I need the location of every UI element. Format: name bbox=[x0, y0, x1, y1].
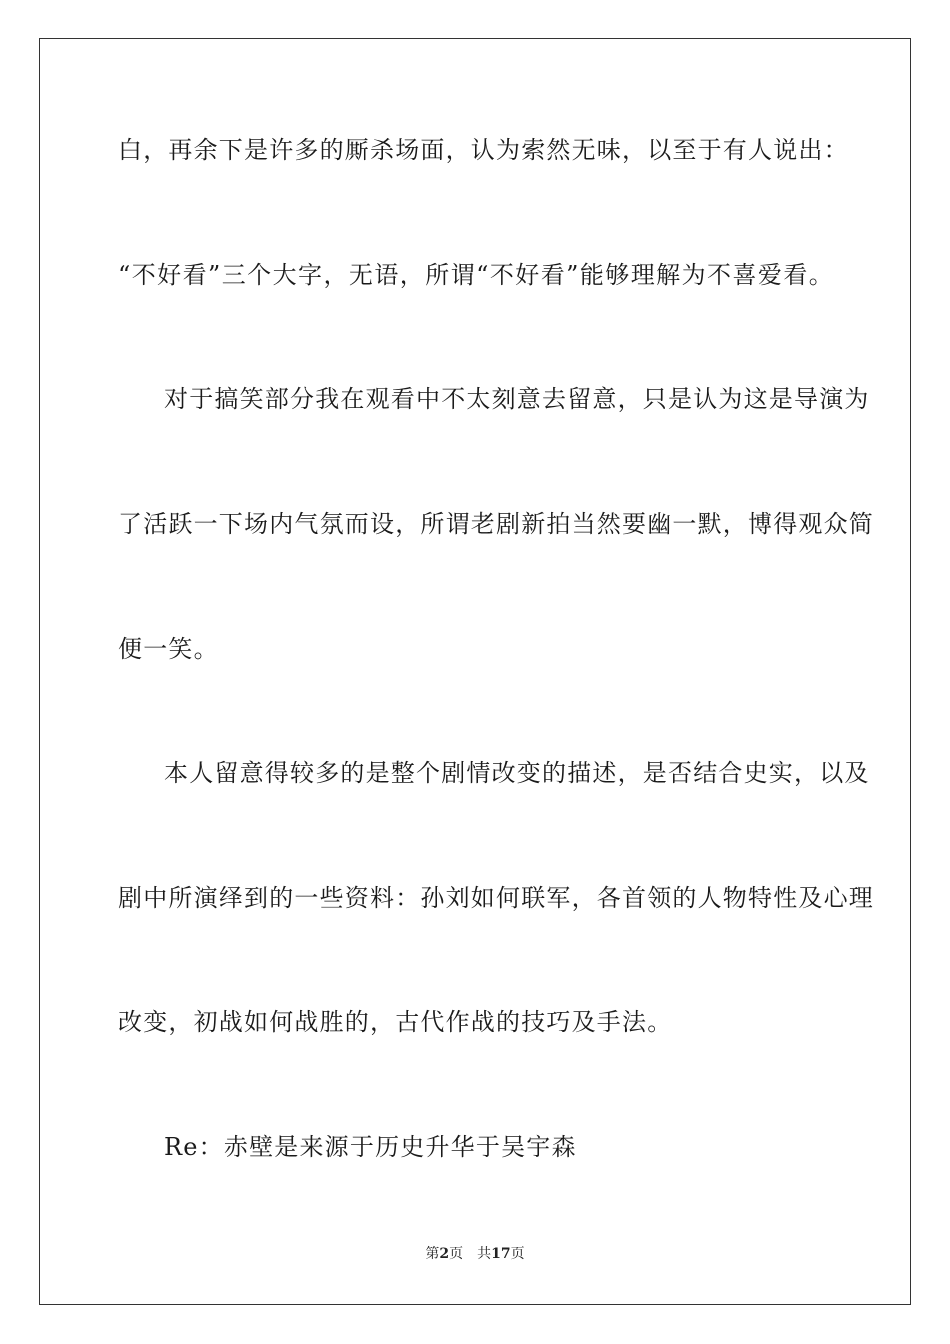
page-footer bbox=[0, 1244, 950, 1264]
paragraph-2-line-2: 剧中所演绎到的一些资料：孙刘如何联军，各首领的人物特性及心理 bbox=[118, 884, 874, 912]
paragraph-2-line-3: 改变，初战如何战胜的，古代作战的技巧及手法。 bbox=[118, 1008, 673, 1036]
footer-page-number: 2 bbox=[439, 1246, 450, 1262]
paragraph-1-line-1: 对于搞笑部分我在观看中不太刻意去留意，只是认为这是导演为 bbox=[164, 385, 870, 413]
page-border bbox=[39, 38, 911, 1305]
footer-total-pages: 17 bbox=[491, 1246, 511, 1262]
section-heading: Re：赤壁是来源于历史升华于吴宇森 bbox=[164, 1133, 577, 1161]
body-line-2: “不好看”三个大字，无语，所谓“不好看”能够理解为不喜爱看。 bbox=[118, 261, 834, 289]
footer-total-suffix: 页 bbox=[510, 1246, 525, 1262]
footer-page-prefix: 第 bbox=[425, 1246, 440, 1262]
paragraph-2-line-1: 本人留意得较多的是整个剧情改变的描述，是否结合史实，以及 bbox=[164, 759, 870, 787]
footer-total-prefix: 共 bbox=[477, 1246, 492, 1262]
paragraph-1-line-2: 了活跃一下场内气氛而设，所谓老剧新拍当然要幽一默，博得观众简 bbox=[118, 510, 874, 538]
body-line-1: 白，再余下是许多的厮杀场面，认为索然无味，以至于有人说出： bbox=[118, 136, 849, 164]
footer-page-suffix: 页 bbox=[449, 1246, 464, 1262]
paragraph-1-line-3: 便一笑。 bbox=[118, 635, 219, 663]
